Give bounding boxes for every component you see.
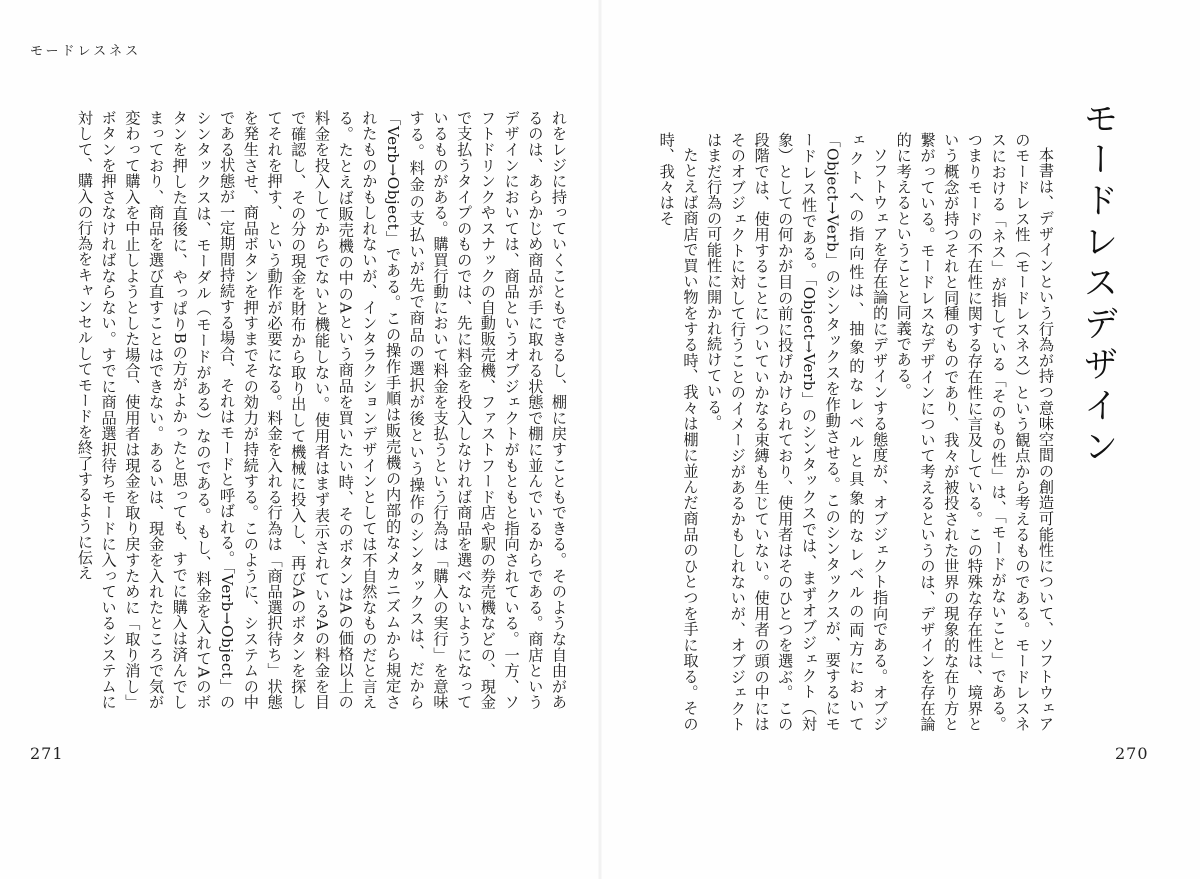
right-page-body <box>657 132 1057 732</box>
left-page-body <box>40 110 570 710</box>
body-paragraph: れをレジに持っていくこともできるし、棚に戻すこともできる。そのような自由があるのは、あらかじめ商品が手に取れる状態で棚に並んでいるからである。商店というデザインにおいては、商品というオブジェクトがもともと指向されている。一方、ソフトドリンクやスナックの自動販売機、ファストフード店や駅の券売機などの、現金で支払うタイプのものでは、先に料金を投入しなければ商品を選べないようになっているものがある。購買行動において料金を支払うという行為は「購入の実行」を意味する。料金の支払いが先で商品の選択が後という操作のシンタックスは、だから「Verb→Object」である。この操作手順は販売機の内部的なメカニズムから規定されたものかもしれないが、インタラクションデザインとしては不自然なものだと言える。たとえば販売機の中のAという商品を買いたい時、そのボタンはAの価格以上の料金を投入してからでないと機能しない。使用者はまず表示されているAの料金を目で確認し、その分の現金を財布から取り出して機械に投入し、再びAのボタンを探してそれを押す、という動作が必要になる。料金を入れる行為は「商品選択待ち」状態を発生させ、商品ボタンを押すまでその効力が持続する。このように、システムの中である状態が一定期間持続する場合、それはモードと呼ばれる。「Verb→Object」のシンタックスは、モーダル（モードがある）なのである。もし、料金を入れてAのボタンを押した直後に、やっぱりBの方がよかったと思っても、すでに購入は済んでしまっており、商品を選び直すことはできない。あるいは、現金を入れたところで気が変わって購入を中止しようとした場合、使用者は現金を取り戻すために「取り消し」ボタンを押さなければならない。すでに商品選択待ちモードに入っているシステムに対して、購入の行為をキャンセルしてモードを終了するように伝え <box>75 110 568 710</box>
running-head: モードレスネス <box>30 44 142 59</box>
body-paragraph: 本書は、デザインという行為が持つ意味空間の創造可能性について、ソフトウェアのモードレス性（モードレスネス）という観点から考えるものである。モードレスネスにおける「ネス」が指している「そのもの性」は、「モードがないこと」である。つまりモードの不在性に関する存在性に言及している。この特殊な存在性は、境界という概念が持つそれと同種のものであり、我々が被投された世界の現象的な在り方と繋がっている。モードレスなデザインについて考えるというのは、デザインを存在論的に考えるということと同義である。 <box>894 132 1055 732</box>
right-page <box>600 0 1200 879</box>
page-number: 270 <box>1115 744 1149 763</box>
chapter-title: モードレスデザイン <box>1078 100 1118 469</box>
body-paragraph: ソフトウェアを存在論的にデザインする態度が、オブジェクト指向である。オブジェクトへの指向性は、抽象的なレベルと具象的なレベルの両方において「Object→Verb」のシンタックスを作動させる。このシンタックスが、要するにモードレス性である。「Object→Verb」のシンタックスでは、まずオブジェクト（対象）としての何かが目の前に投げかけられており、使用者はそのひとつを選ぶ。この段階では、使用することについていかなる束縛も生じていない。使用者の頭の中にはそのオブジェクトに対して行うことのイメージがあるかもしれないが、オブジェクトはまだ行為の可能性に開かれ続けている。 <box>705 132 890 732</box>
page-number: 271 <box>30 744 64 763</box>
body-paragraph: たとえば商店で買い物をする時、我々は棚に並んだ商品のひとつを手に取る。その時、我々はそ <box>657 132 700 732</box>
